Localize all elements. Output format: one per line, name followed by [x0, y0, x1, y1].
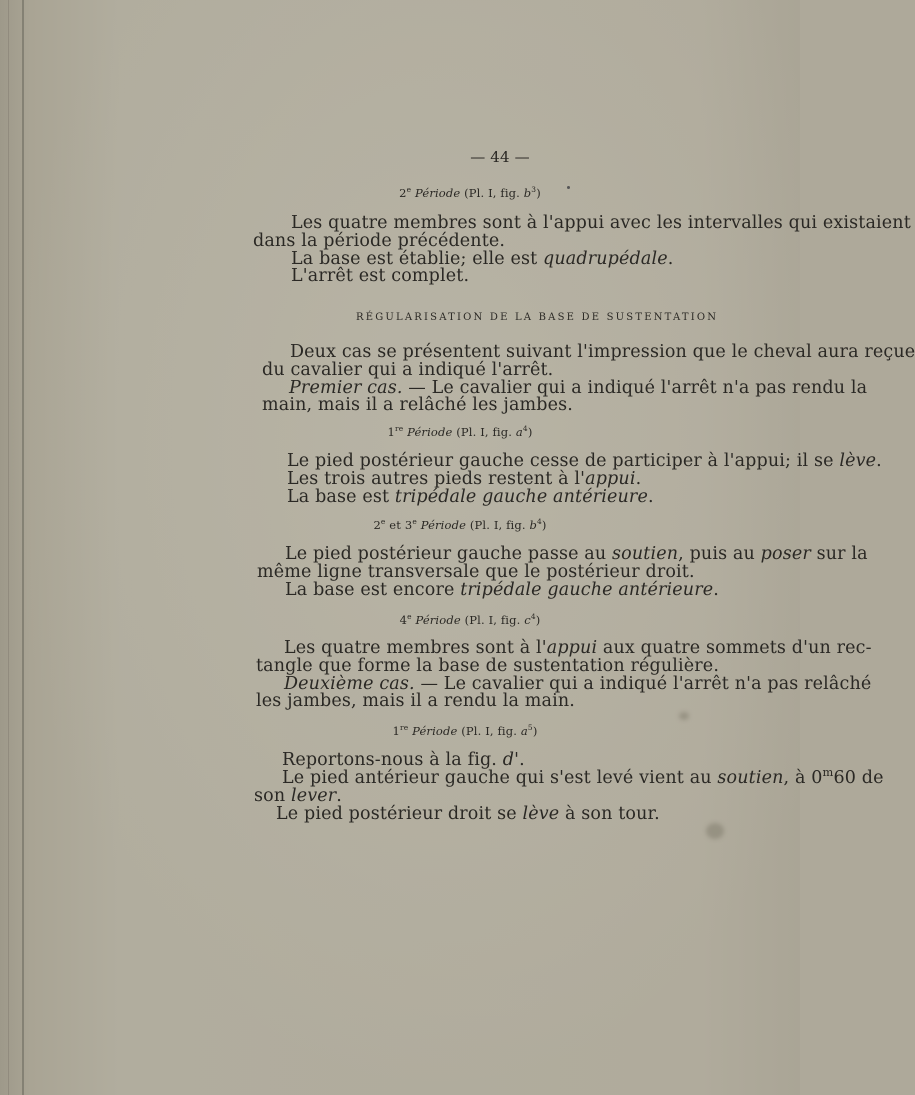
page-number: — 44 —: [470, 148, 530, 166]
ink-speck: [567, 186, 570, 189]
text-line: Premier cas. — Le cavalier qui a indiqué l'arrêt n'a pas rendu la: [289, 378, 868, 398]
text-line: tangle que forme la base de sustentation régulière.: [256, 656, 720, 676]
period-heading: 4e Période (Pl. I, fig. $c^4$): [399, 612, 541, 627]
period-heading: 2e Période (Pl. I, fig. $b^3$): [399, 185, 541, 200]
period-heading: 2e et 3e Période (Pl. I, fig. $b^4$): [373, 517, 547, 532]
text-line: Le pied postérieur gauche passe au soutien, puis au poser sur la: [285, 544, 868, 564]
text-line: les jambes, mais il a rendu la main.: [256, 691, 576, 711]
text-line: Les trois autres pieds restent à l'appui.: [287, 469, 642, 489]
text-line: L'arrêt est complet.: [291, 266, 470, 286]
period-heading: 1re Période (Pl. I, fig. $a^5$): [392, 723, 538, 738]
text-line: Reportons-nous à la fig. d'.: [282, 750, 525, 770]
text-line: même ligne transversale que le postérieur droit.: [257, 562, 695, 582]
text-line: du cavalier qui a indiqué l'arrêt.: [262, 360, 554, 380]
text-line: Le pied postérieur gauche cesse de participer à l'appui; il se lève.: [287, 451, 882, 471]
text-line: Le pied antérieur gauche qui s'est levé vient au soutien, à 0$^m$60 de: [282, 765, 884, 788]
section-title: RÉGULARISATION DE LA BASE DE SUSTENTATION: [356, 312, 719, 323]
text-line: Les quatre membres sont à l'appui aux quatre sommets d'un rec-: [284, 638, 872, 658]
binding-edge-inner: [8, 0, 9, 1095]
stain: [706, 823, 724, 839]
text-line: La base est tripédale gauche antérieure.: [287, 487, 654, 507]
period-heading: 1re Période (Pl. I, fig. $a^4$): [387, 424, 533, 439]
text-line: Les quatre membres sont à l'appui avec les intervalles qui existaient: [291, 213, 911, 233]
text-line: Deux cas se présentent suivant l'impression que le cheval aura reçue: [290, 342, 915, 362]
text-line: La base est établie; elle est quadrupédale.: [291, 249, 674, 269]
text-line: son lever.: [254, 786, 342, 806]
text-line: Deuxième cas. — Le cavalier qui a indiqué l'arrêt n'a pas relâché: [284, 674, 872, 694]
text-line: main, mais il a relâché les jambes.: [262, 395, 573, 415]
binding-edge: [22, 0, 24, 1095]
text-line: Le pied postérieur droit se lève à son tour.: [276, 804, 660, 824]
text-line: La base est encore tripédale gauche antérieure.: [285, 580, 719, 600]
text-line: dans la période précédente.: [253, 231, 506, 251]
stain: [679, 712, 689, 720]
